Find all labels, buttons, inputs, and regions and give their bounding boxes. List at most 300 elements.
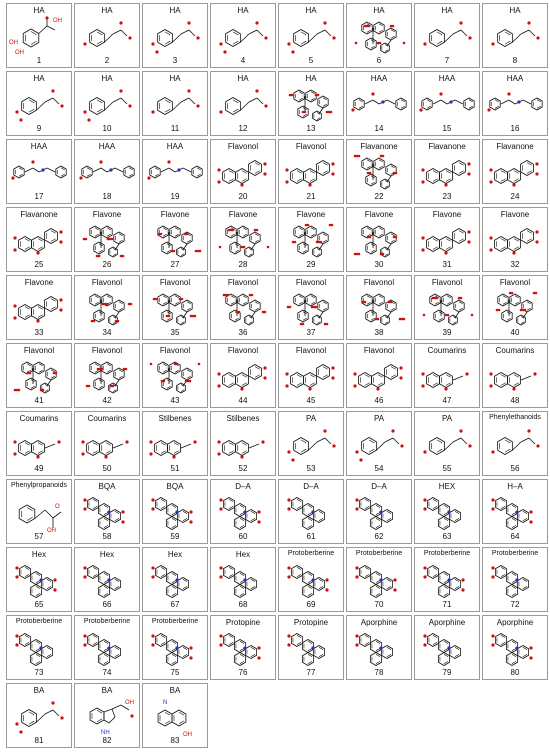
oxygen-atom	[59, 230, 62, 233]
compound-class-label: HAA	[30, 142, 48, 151]
oxygen-atom	[291, 50, 294, 53]
compound-cell	[210, 275, 276, 340]
oxygen-atom	[331, 162, 334, 165]
molecule-structure	[143, 354, 207, 396]
compound-number: 74	[102, 668, 112, 677]
oxygen-atom	[399, 376, 402, 379]
compound-cell	[278, 547, 344, 612]
oxygen-atom	[93, 320, 96, 323]
bond	[47, 168, 55, 172]
compound-cell	[482, 547, 548, 612]
nitrogen-atom	[175, 510, 178, 513]
compound-class-label: HA	[441, 6, 453, 15]
oxygen-atom	[219, 110, 222, 113]
molecule-structure	[483, 354, 547, 396]
oxygen-atom	[535, 162, 538, 165]
molecule-structure	[415, 354, 479, 396]
compound-cell	[346, 139, 412, 204]
compound-cell	[74, 71, 140, 136]
oxygen-atom	[512, 183, 515, 186]
oxygen-atom	[302, 323, 305, 326]
compound-cell	[278, 615, 344, 680]
compound-class-label: PA	[373, 414, 385, 423]
oxygen-atom	[83, 110, 86, 113]
oxygen-atom	[150, 363, 153, 366]
bond	[181, 30, 189, 34]
molecule-structure	[483, 626, 547, 668]
oxygen-atom	[308, 183, 311, 186]
oxygen-atom	[59, 298, 62, 301]
oxygen-atom	[379, 42, 382, 45]
compound-cell	[346, 343, 412, 408]
oxygen-atom	[447, 314, 450, 317]
compound-cell	[346, 547, 412, 612]
oxygen-atom	[487, 108, 490, 111]
compound-cell	[482, 3, 548, 68]
oxygen-atom	[196, 104, 199, 107]
oxygen-atom	[219, 246, 222, 249]
oxygen-atom	[217, 440, 220, 443]
compound-cell	[278, 3, 344, 68]
compound-number: 73	[34, 668, 44, 677]
compound-class-label: HA	[101, 74, 113, 83]
oxygen-atom	[331, 376, 334, 379]
compound-cell	[142, 71, 208, 136]
compound-cell	[6, 139, 72, 204]
compound-cell	[414, 343, 480, 408]
compound-number: 54	[374, 464, 384, 473]
compound-cell	[482, 411, 548, 476]
compound-cell	[74, 207, 140, 272]
compound-class-label: Flavone	[364, 210, 394, 219]
nitrogen-atom	[41, 168, 44, 171]
bond	[521, 30, 529, 34]
oxygen-atom	[264, 36, 267, 39]
compound-class-label: Coumarins	[19, 414, 59, 423]
bond	[53, 98, 59, 104]
compound-cell	[278, 275, 344, 340]
oxygen-atom	[382, 253, 385, 256]
bond	[113, 444, 123, 448]
molecule-structure	[483, 286, 547, 328]
compound-cell	[210, 547, 276, 612]
compound-number: 8	[512, 56, 518, 65]
compound-number: 81	[34, 736, 44, 745]
oxygen-atom	[535, 172, 538, 175]
compound-cell	[482, 207, 548, 272]
oxygen-atom	[491, 42, 494, 45]
compound-class-label: Flavonol	[227, 278, 259, 287]
oxygen-atom	[104, 455, 107, 458]
oxygen-atom	[83, 566, 86, 569]
compound-class-label: Flavone	[24, 278, 54, 287]
compound-cell	[278, 343, 344, 408]
compound-class-label: HEX	[438, 482, 456, 491]
compound-number: 16	[510, 124, 520, 133]
compound-number: 9	[36, 124, 42, 133]
compound-cell	[482, 615, 548, 680]
oxygen-atom	[15, 110, 18, 113]
compound-number: 60	[238, 532, 248, 541]
compound-class-label: HA	[169, 74, 181, 83]
oxygen-atom	[355, 507, 358, 510]
oxygen-atom	[359, 458, 362, 461]
molecule-structure	[483, 82, 547, 124]
compound-number: 53	[306, 464, 316, 473]
compound-class-label: BQA	[166, 482, 184, 491]
nitrogen-atom	[177, 168, 180, 171]
compound-number: 18	[102, 192, 112, 201]
compound-number: 70	[374, 600, 384, 609]
bond	[93, 168, 101, 172]
oxygen-atom	[18, 389, 21, 392]
compound-class-label: Coumarins	[495, 346, 535, 355]
oxygen-atom	[264, 311, 267, 314]
compound-class-label: Protoberberine	[15, 618, 63, 625]
oxygen-atom	[331, 366, 334, 369]
bond	[45, 710, 53, 714]
bond	[325, 30, 331, 36]
oxygen-atom	[353, 372, 356, 375]
molecule-structure	[7, 558, 71, 600]
compound-class-label: Protoberberine	[83, 618, 131, 625]
nitrogen-atom	[107, 578, 110, 581]
oxygen-atom	[232, 229, 235, 232]
compound-class-label: Aporphine	[428, 618, 466, 627]
oxygen-atom	[193, 440, 196, 443]
molecule-structure	[75, 626, 139, 668]
compound-number: 19	[170, 192, 180, 201]
compound-number: 11	[170, 124, 180, 133]
bond	[53, 512, 61, 518]
compound-number: 68	[238, 600, 248, 609]
oxygen-atom	[151, 507, 154, 510]
bond	[257, 98, 263, 104]
oxygen-atom	[240, 387, 243, 390]
oxygen-atom	[121, 510, 124, 513]
oxygen-atom	[419, 108, 422, 111]
compound-class-label: BA	[169, 686, 181, 695]
bond	[523, 100, 531, 104]
oxygen-atom	[529, 646, 532, 649]
compound-class-label: Hex	[99, 550, 115, 559]
nitrogen-atom	[449, 100, 452, 103]
bond	[249, 98, 257, 102]
compound-cell	[6, 615, 72, 680]
compound-number: 12	[238, 124, 248, 133]
oxygen-atom	[15, 643, 18, 646]
oxygen-atom	[355, 42, 358, 45]
oxygen-atom	[364, 301, 367, 304]
oxygen-atom	[535, 230, 538, 233]
compound-cell	[210, 139, 276, 204]
compound-class-label: Flavone	[160, 210, 190, 219]
oxygen-atom	[287, 42, 290, 45]
bond	[509, 100, 515, 104]
oxygen-atom	[285, 384, 288, 387]
oxygen-atom	[489, 248, 492, 251]
molecule-structure	[75, 354, 139, 396]
molecule-structure	[75, 490, 139, 532]
oxygen-atom	[403, 318, 406, 321]
nitrogen-atom	[39, 578, 42, 581]
oxygen-atom	[59, 308, 62, 311]
oxygen-atom	[323, 21, 326, 24]
compound-cell	[74, 479, 140, 544]
bond	[35, 510, 45, 519]
molecule-structure	[211, 626, 275, 668]
compound-cell	[346, 3, 412, 68]
compound-number: 63	[442, 532, 452, 541]
compound-number: 1	[36, 56, 42, 65]
nitrogen-atom	[515, 510, 518, 513]
compound-class-label: Flavone	[228, 210, 258, 219]
oxygen-atom	[371, 92, 374, 95]
compound-number: 15	[442, 124, 452, 133]
molecule-structure	[279, 558, 343, 600]
molecule-structure	[347, 354, 411, 396]
bond	[461, 30, 467, 36]
oxygen-atom	[353, 384, 356, 387]
molecule-structure	[75, 82, 139, 124]
compound-class-label: Coumarins	[87, 414, 127, 423]
molecule-structure	[347, 218, 411, 260]
compound-number: 47	[442, 396, 452, 405]
oxygen-atom	[238, 311, 241, 314]
molecule-structure	[211, 490, 275, 532]
oxygen-atom	[106, 303, 109, 306]
oxygen-atom	[263, 366, 266, 369]
bond	[444, 442, 453, 450]
compound-number: 39	[442, 328, 452, 337]
compound-class-label: Hex	[167, 550, 183, 559]
compound-class-label: Flavonol	[431, 278, 463, 287]
oxygen-atom	[149, 440, 152, 443]
compound-number: 6	[376, 56, 382, 65]
bond	[104, 34, 113, 42]
compound-number: 49	[34, 464, 44, 473]
oxygen-atom	[423, 507, 426, 510]
oxygen-atom	[45, 16, 48, 19]
oxygen-atom	[219, 566, 222, 569]
compound-cell	[414, 615, 480, 680]
oxygen-atom	[151, 643, 154, 646]
oxygen-atom	[81, 440, 84, 443]
compound-cell	[6, 3, 72, 68]
oxygen-atom	[325, 578, 328, 581]
oxygen-atom	[331, 224, 334, 227]
oxygen-atom	[390, 301, 393, 304]
compound-class-label: HA	[509, 6, 521, 15]
compound-class-label: Flavonol	[363, 278, 395, 287]
nitrogen-atom	[447, 510, 450, 513]
molecule-structure	[279, 422, 343, 464]
oxygen-atom	[119, 21, 122, 24]
oxygen-atom	[51, 89, 54, 92]
compound-number: 35	[170, 328, 180, 337]
compound-number: 7	[444, 56, 450, 65]
nitrogen-atom	[311, 578, 314, 581]
compound-cell	[414, 275, 480, 340]
oxygen-atom	[423, 314, 426, 317]
nitrogen-atom	[447, 646, 450, 649]
nitrogen-atom	[381, 100, 384, 103]
bond	[121, 30, 127, 36]
compound-cell	[414, 139, 480, 204]
oxygen-atom	[376, 387, 379, 390]
oxygen-atom	[444, 251, 447, 254]
oxygen-atom	[507, 92, 510, 95]
compound-cell	[142, 479, 208, 544]
oxygen-atom	[155, 298, 158, 301]
oxygen-atom	[512, 251, 515, 254]
nitrogen-atom	[107, 646, 110, 649]
compound-class-label: Protoberberine	[151, 618, 199, 625]
oxygen-atom	[423, 450, 426, 453]
bond	[444, 34, 453, 42]
bond	[181, 98, 189, 102]
oxygen-atom	[15, 634, 18, 637]
compound-cell	[74, 615, 140, 680]
molecule-structure	[347, 150, 411, 192]
oxygen-atom	[358, 155, 361, 158]
nitrogen-atom	[243, 646, 246, 649]
oxygen-atom	[217, 180, 220, 183]
bond	[387, 100, 395, 104]
oxygen-atom	[315, 306, 318, 309]
oxygen-atom	[291, 94, 294, 97]
oxygen-atom	[59, 240, 62, 243]
oxygen-atom	[243, 246, 246, 249]
molecule-structure	[75, 14, 139, 56]
compound-class-label: HA	[101, 6, 113, 15]
compound-number: 22	[374, 192, 384, 201]
oxygen-atom	[155, 50, 158, 53]
oxygen-atom	[53, 578, 56, 581]
compound-number: 13	[306, 124, 316, 133]
oxygen-atom	[217, 452, 220, 455]
bond	[101, 168, 107, 172]
compound-number: 14	[374, 124, 384, 133]
compound-cell	[142, 343, 208, 408]
oxygen-atom	[19, 118, 22, 121]
oxygen-atom	[489, 168, 492, 171]
oxygen-atom	[491, 450, 494, 453]
bond	[393, 438, 399, 444]
bond	[169, 168, 175, 172]
oxygen-atom	[219, 634, 222, 637]
oxygen-atom	[264, 104, 267, 107]
compound-number: 76	[238, 668, 248, 677]
compound-cell	[482, 343, 548, 408]
oxygen-atom	[257, 656, 260, 659]
oxygen-atom	[83, 643, 86, 646]
oxygen-atom	[87, 118, 90, 121]
molecule-structure	[415, 14, 479, 56]
oxygen-atom	[461, 578, 464, 581]
molecule-structure	[279, 150, 343, 192]
nitrogen-atom	[175, 578, 178, 581]
oxygen-atom	[355, 634, 358, 637]
nitrogen-atom	[311, 510, 314, 513]
compound-cell	[142, 683, 208, 748]
compound-cell	[210, 71, 276, 136]
compound-number: 23	[442, 192, 452, 201]
oxygen-atom	[491, 507, 494, 510]
oxygen-atom	[130, 303, 133, 306]
compound-cell	[74, 3, 140, 68]
bond	[512, 442, 521, 450]
compound-number: 42	[102, 396, 112, 405]
compound-number: 52	[238, 464, 248, 473]
compound-number: 33	[34, 328, 44, 337]
oxygen-atom	[332, 36, 335, 39]
compound-class-label: Flavonol	[363, 346, 395, 355]
oxygen-atom	[423, 575, 426, 578]
nitrogen-atom	[311, 646, 314, 649]
bond	[461, 438, 467, 444]
compound-class-label: HA	[305, 74, 317, 83]
oxygen-atom	[351, 108, 354, 111]
atom-label: OH	[183, 732, 192, 736]
compound-cell	[278, 479, 344, 544]
oxygen-atom	[471, 314, 474, 317]
compound-number: 21	[306, 192, 316, 201]
compound-number: 31	[442, 260, 452, 269]
compound-number: 46	[374, 396, 384, 405]
molecule-structure	[415, 626, 479, 668]
bond	[172, 34, 181, 42]
bond	[325, 438, 331, 444]
oxygen-atom	[391, 429, 394, 432]
compound-cell	[74, 683, 140, 748]
nitrogen-atom	[243, 510, 246, 513]
oxygen-atom	[489, 180, 492, 183]
molecule-structure	[211, 82, 275, 124]
oxygen-atom	[332, 444, 335, 447]
bond	[529, 30, 535, 36]
oxygen-atom	[285, 180, 288, 183]
bond	[365, 100, 373, 104]
oxygen-atom	[267, 246, 270, 249]
oxygen-atom	[42, 389, 45, 392]
molecule-structure	[415, 422, 479, 464]
molecule-structure	[211, 14, 275, 56]
compound-cell	[278, 207, 344, 272]
compound-number: 45	[306, 396, 316, 405]
oxygen-atom	[512, 387, 515, 390]
oxygen-atom	[186, 233, 189, 236]
compound-class-label: HA	[237, 74, 249, 83]
molecule-structure	[415, 490, 479, 532]
nitrogen-atom	[379, 646, 382, 649]
bond	[121, 98, 127, 104]
bond	[189, 98, 195, 104]
oxygen-atom	[467, 172, 470, 175]
bond	[36, 714, 45, 722]
compound-class-label: Stilbenes	[226, 414, 260, 423]
compound-cell	[346, 479, 412, 544]
molecule-structure	[143, 14, 207, 56]
oxygen-atom	[255, 89, 258, 92]
oxygen-atom	[51, 701, 54, 704]
compound-number: 28	[238, 260, 248, 269]
compound-class-label: Coumarins	[427, 346, 467, 355]
compound-class-label: HA	[373, 6, 385, 15]
oxygen-atom	[489, 384, 492, 387]
oxygen-atom	[287, 450, 290, 453]
compound-class-label: HAA	[370, 74, 388, 83]
